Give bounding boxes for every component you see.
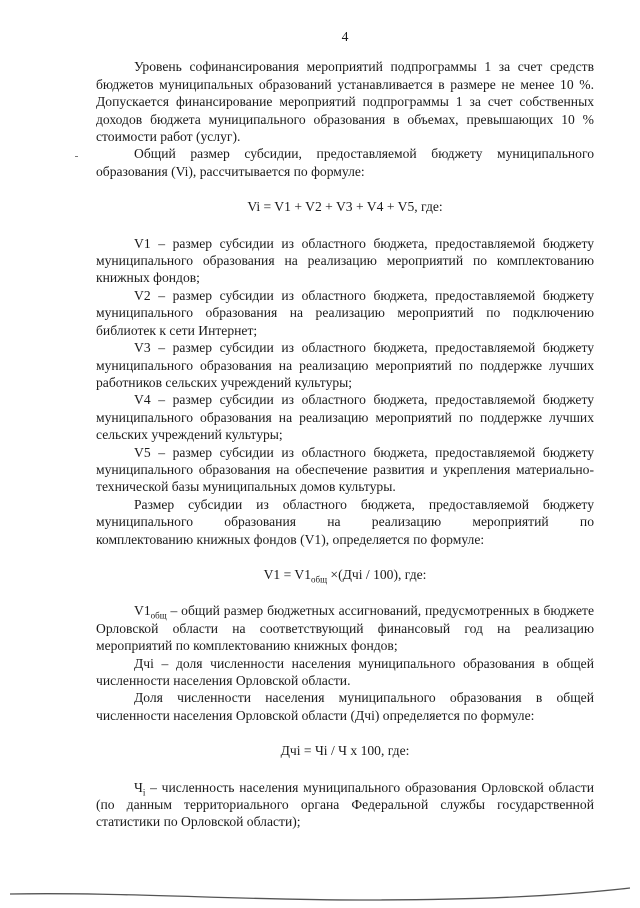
definition-v2: V2 – размер субсидии из областного бюджета, предоставляемой бюджету муниципального образования на реализацию мероприятий по подключению библиотек к сети Интернет;	[96, 287, 594, 338]
definition-chi-symbol: Ч	[134, 779, 143, 795]
formula-v1-rhs: ×(Дчi / 100), где:	[327, 566, 427, 582]
definition-v1: V1 – размер субсидии из областного бюджета, предоставляемой бюджету муниципального образования на реализацию мероприятий по комплектованию книжных фондов;	[96, 235, 594, 286]
formula-vi: Vi = V1 + V2 + V3 + V4 + V5, где:	[247, 199, 443, 215]
scan-edge-line	[0, 878, 640, 908]
definition-chi-subscript: i	[142, 787, 146, 798]
paragraph-v1-size-line2: муниципального образования на реализацию мероприятий по	[96, 514, 594, 530]
paragraph-cofinancing: Уровень софинансирования мероприятий подпрограммы 1 за счет средств бюджетов муниципальных образований устанавливается в размере не менее 10 %. Допускается финансирование мероприятий подпрограммы 1 за счет собственных доходов бюджета муниципального образования в объемах, превышающих 10 % стоимости работ (услуг).	[96, 59, 594, 145]
definition-dchi: Дчi – доля численности населения муниципального образования в общей численности населения Орловской области.	[96, 655, 594, 688]
paragraph-population-share: Доля численности населения муниципального образования в общей численности населения Орловской области (Дчi) определяется по формуле:	[96, 690, 594, 723]
definition-chi	[96, 779, 594, 831]
definition-v1-total	[96, 602, 594, 654]
definition-v1-total-text: – общий размер бюджетных ассигнований, предусмотренных в бюджете Орловской области на соответствующий финансовый год на реализацию мероприятий по комплектованию книжных фондов;	[96, 603, 594, 654]
formula-v1	[96, 566, 594, 583]
formula-dchi: Дчi = Чi / Ч х 100, где:	[280, 743, 410, 759]
formula-v1-subscript: общ	[311, 574, 328, 585]
definition-v5: V5 – размер субсидии из областного бюджета, предоставляемой бюджету муниципального образования на обеспечение развития и укрепления материально-технической базы муниципальных домов культуры.	[96, 444, 594, 495]
definition-v1-total-symbol: V1	[134, 603, 151, 619]
definition-v1-total-subscript: общ	[150, 611, 167, 622]
formula-v1-lhs: V1 = V1	[263, 566, 312, 582]
page-body	[96, 28, 594, 831]
scan-speck	[75, 156, 78, 157]
paragraph-subsidy-total: Общий размер субсидии, предоставляемой бюджету муниципального образования (Vi), рассчитывается по формуле:	[96, 146, 594, 179]
paragraph-v1-size-line1: Размер субсидии из областного бюджета, предоставляемой бюджету	[134, 496, 594, 512]
page-number: 4	[341, 29, 349, 44]
definition-v4: V4 – размер субсидии из областного бюджета, предоставляемой бюджету муниципального образования на реализацию мероприятий по поддержке лучших сельских учреждений культуры;	[96, 392, 594, 443]
definition-v3: V3 – размер субсидии из областного бюджета, предоставляемой бюджету муниципального образования на реализацию мероприятий по поддержке лучших работников сельских учреждений культуры;	[96, 340, 594, 390]
paragraph-v1-size-line3: комплектованию книжных фондов (V1), определяется по формуле:	[96, 531, 485, 547]
definition-chi-text: – численность населения муниципального образования Орловской области (по данным территориального органа Федеральной службы государственной статистики по Орловской области);	[96, 779, 594, 830]
